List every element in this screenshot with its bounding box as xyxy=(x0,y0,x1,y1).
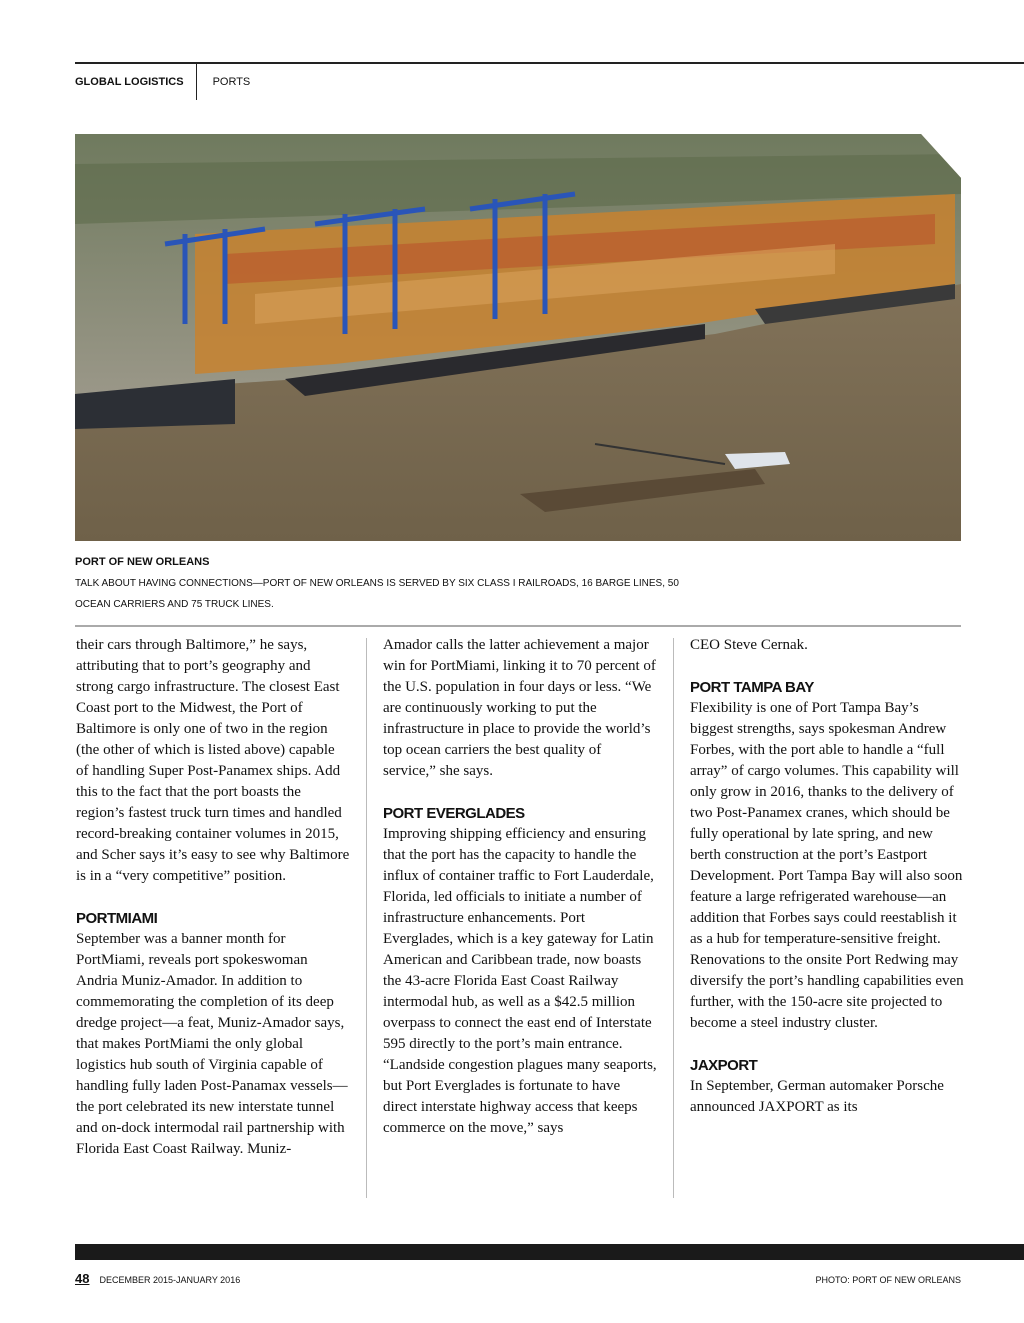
paragraph: Flexibility is one of Port Tampa Bay’s biggest strengths, says spokesman Andrew Forbes, with the port able to handle a “full array” of cargo volumes. This capability will only grow in 2016, thanks to the delivery of two Post-Panamex cranes, which should be fully operational by late spring, and new berth construction at the port’s Eastport Development. Port Tampa Bay will also soon feature a large refrigerated warehouse—an addition that Forbes says could reestablish it as a hub for temperature-sensitive freight. Renovations to the onsite Port Redwing may diversify the port’s handling capabilities even further, with the 150-acre site projected to become a steel industry cluster. xyxy=(690,700,964,1031)
paragraph: CEO Steve Cernak. xyxy=(690,637,808,653)
footer-bar xyxy=(75,1244,1024,1260)
paragraph: Improving shipping efficiency and ensuring that the port has the capacity to handle the influx of container traffic to Fort Lauderdale, Florida, led officials to initiate a number of infrastructure enhancements. Port Everglades, which is a key gateway for Latin American and Caribbean trade, now boasts the 43-acre Florida East Coast Railway intermodal hub, as well as a $42.5 million overpass to connect the east end of Interstate 595 directly to the port’s main entrance. “Landside congestion plagues many seaports, but Port Everglades is fortunate to have direct interstate highway access that keeps commerce on the move,” says xyxy=(383,826,657,1136)
paragraph: September was a banner month for PortMiami, reveals port spokeswoman Andria Muniz-Amador. In addition to commemorating the completion of its deep dredge project—a feat, Muniz-Amador says, that makes PortMiami the only global logistics hub south of Virginia capable of handling fully laden Post-Panamax vessels—the port celebrated its new interstate tunnel and on-dock intermodal rail partnership with Florida East Coast Railway. Muniz- xyxy=(76,931,348,1157)
paragraph: Amador calls the latter achievement a major win for PortMiami, linking it to 70 percent of the U.S. population in four days or less. “We are continuously working to put the infrastructure in place to provide the world’s top ocean carriers the best quality of service,” she says. xyxy=(383,637,656,779)
subheading-port-everglades: PORT EVERGLADES xyxy=(383,805,525,822)
paragraph: In September, German automaker Porsche announced JAXPORT as its xyxy=(690,1078,944,1115)
running-header xyxy=(75,64,250,100)
subheading-portmiami: PORTMIAMI xyxy=(76,910,158,927)
paragraph: their cars through Baltimore,” he says, attributing that to port’s geography and strong cargo infrastructure. The closest East Coast port to the Midwest, the Port of Baltimore is only one of two in the region (the other of which is listed above) capable of handling Super Post-Panamex ships. Add this to the fact that the port boasts the region’s fastest truck turn times and handled record-breaking container volumes in 2015, and Scher says it’s easy to see why Baltimore is in a “very competitive” position. xyxy=(76,637,350,884)
caption-rule xyxy=(75,625,961,627)
column-divider xyxy=(366,638,367,1198)
article-column-3 xyxy=(690,635,964,1118)
subheading-port-tampa-bay: PORT TAMPA BAY xyxy=(690,679,814,696)
subheading-jaxport: JAXPORT xyxy=(690,1057,758,1074)
page-number: 48 xyxy=(75,1271,90,1286)
column-divider xyxy=(673,638,674,1198)
photo-credit: PHOTO: PORT OF NEW ORLEANS xyxy=(815,1275,961,1285)
caption-text: TALK ABOUT HAVING CONNECTIONS—PORT OF NEW ORLEANS IS SERVED BY SIX CLASS I RAILROADS, 16 BARGE LINES, 50 OCEAN CARRIERS AND 75 TRUCK LINES. xyxy=(75,578,679,610)
issue-date: DECEMBER 2015-JANUARY 2016 xyxy=(99,1275,241,1285)
port-photo xyxy=(75,134,961,541)
article-column-1 xyxy=(76,635,350,1160)
caption-title: PORT OF NEW ORLEANS xyxy=(75,556,210,568)
subsection-label: PORTS xyxy=(212,76,251,88)
footer xyxy=(75,1271,961,1286)
section-label: GLOBAL LOGISTICS xyxy=(75,76,184,88)
article-column-2 xyxy=(383,635,657,1139)
